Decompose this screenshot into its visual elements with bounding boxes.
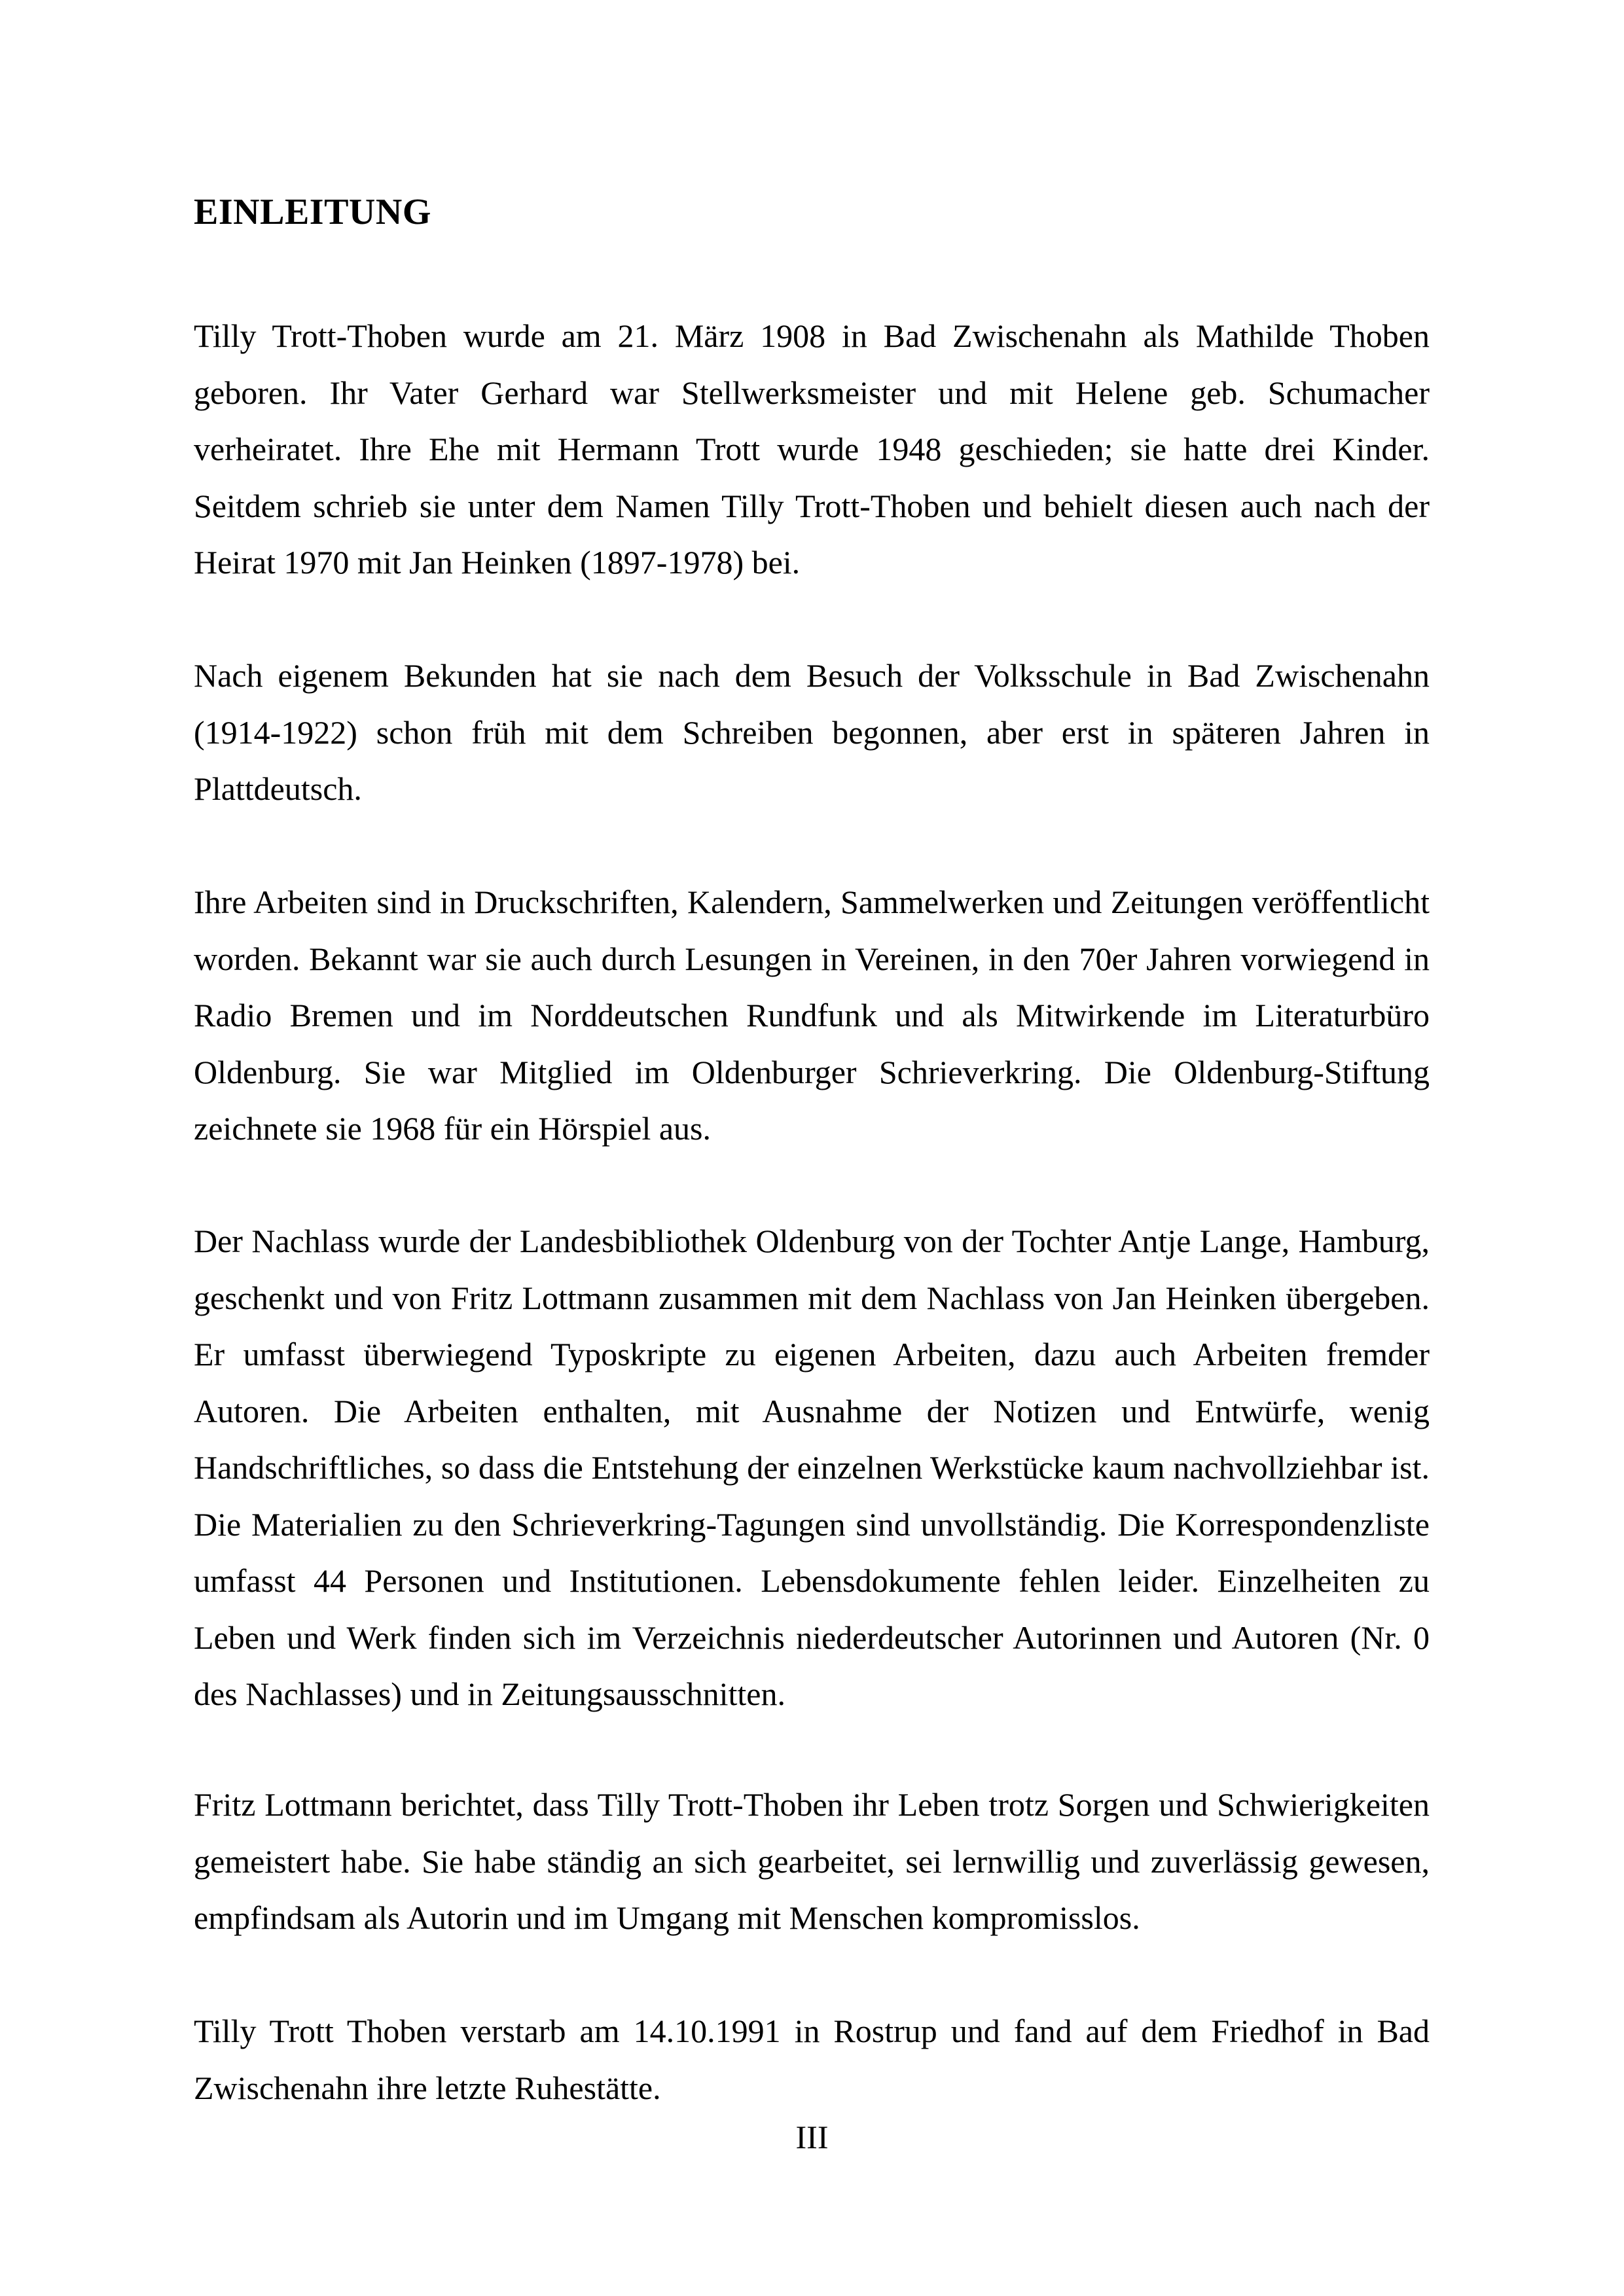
paragraph-death: Tilly Trott Thoben verstarb am 14.10.1991 in Rostrup und fand auf dem Friedhof in Bad Zwischenahn ihre letzte Ruhestätte. [194, 2013, 1430, 2106]
paragraph-character: Fritz Lottmann berichtet, dass Tilly Trott-Thoben ihr Leben trotz Sorgen und Schwierigkeiten gemeistert habe. Sie habe ständig an sich gearbeitet, sei lernwillig und zuverlässig gewesen, empfindsam als Autorin und im Umgang mit Menschen kompromisslos. [194, 1786, 1430, 1936]
paragraph-schooling: Nach eigenem Bekunden hat sie nach dem Besuch der Volksschule in Bad Zwischenahn (1914-1922) schon früh mit dem Schreiben begonnen, aber erst in späteren Jahren in Plattdeutsch. [194, 657, 1430, 807]
page-title: EINLEITUNG [194, 192, 431, 232]
paragraph-publications: Ihre Arbeiten sind in Druckschriften, Kalendern, Sammelwerken und Zeitungen veröffentlicht worden. Bekannt war sie auch durch Lesungen in Vereinen, in den 70er Jahren vorwiegend in Radio Bremen und im Norddeutschen Rundfunk und als Mitwirkende im Literaturbüro Oldenburg. Sie war Mitglied im Oldenburger Schrieverkring. Die Oldenburg-Stiftung zeichnete sie 1968 für ein Hörspiel aus. [194, 884, 1430, 1147]
paragraph-estate: Der Nachlass wurde der Landesbibliothek Oldenburg von der Tochter Antje Lange, Hamburg, geschenkt und von Fritz Lottmann zusammen mit dem Nachlass von Jan Heinken übergeben. Er umfasst überwiegend Typoskripte zu eigenen Arbeiten, dazu auch Arbeiten fremder Autoren. Die Arbeiten enthalten, mit Ausnahme der Notizen und Entwürfe, wenig Handschriftliches, so dass die Entstehung der einzelnen Werkstücke kaum nachvollziehbar ist. Die Materialien zu den Schrieverkring-Tagungen sind unvollständig. Die Korrespondenzliste umfasst 44 Personen und Institutionen. Lebensdokumente fehlen leider. Einzelheiten zu Leben und Werk finden sich im Verzeichnis niederdeutscher Autorinnen und Autoren (Nr. 0 des Nachlasses) und in Zeitungsausschnitten. [194, 1223, 1430, 1712]
paragraph-biography: Tilly Trott-Thoben wurde am 21. März 1908 in Bad Zwischenahn als Mathilde Thoben geboren. Ihr Vater Gerhard war Stellwerksmeister und mit Helene geb. Schumacher verheiratet. Ihre Ehe mit Hermann Trott wurde 1948 geschieden; sie hatte drei Kinder. Seitdem schrieb sie unter dem Namen Tilly Trott-Thoben und behielt diesen auch nach der Heirat 1970 mit Jan Heinken (1897-1978) bei. [194, 317, 1430, 581]
page-number: III [795, 2119, 829, 2155]
